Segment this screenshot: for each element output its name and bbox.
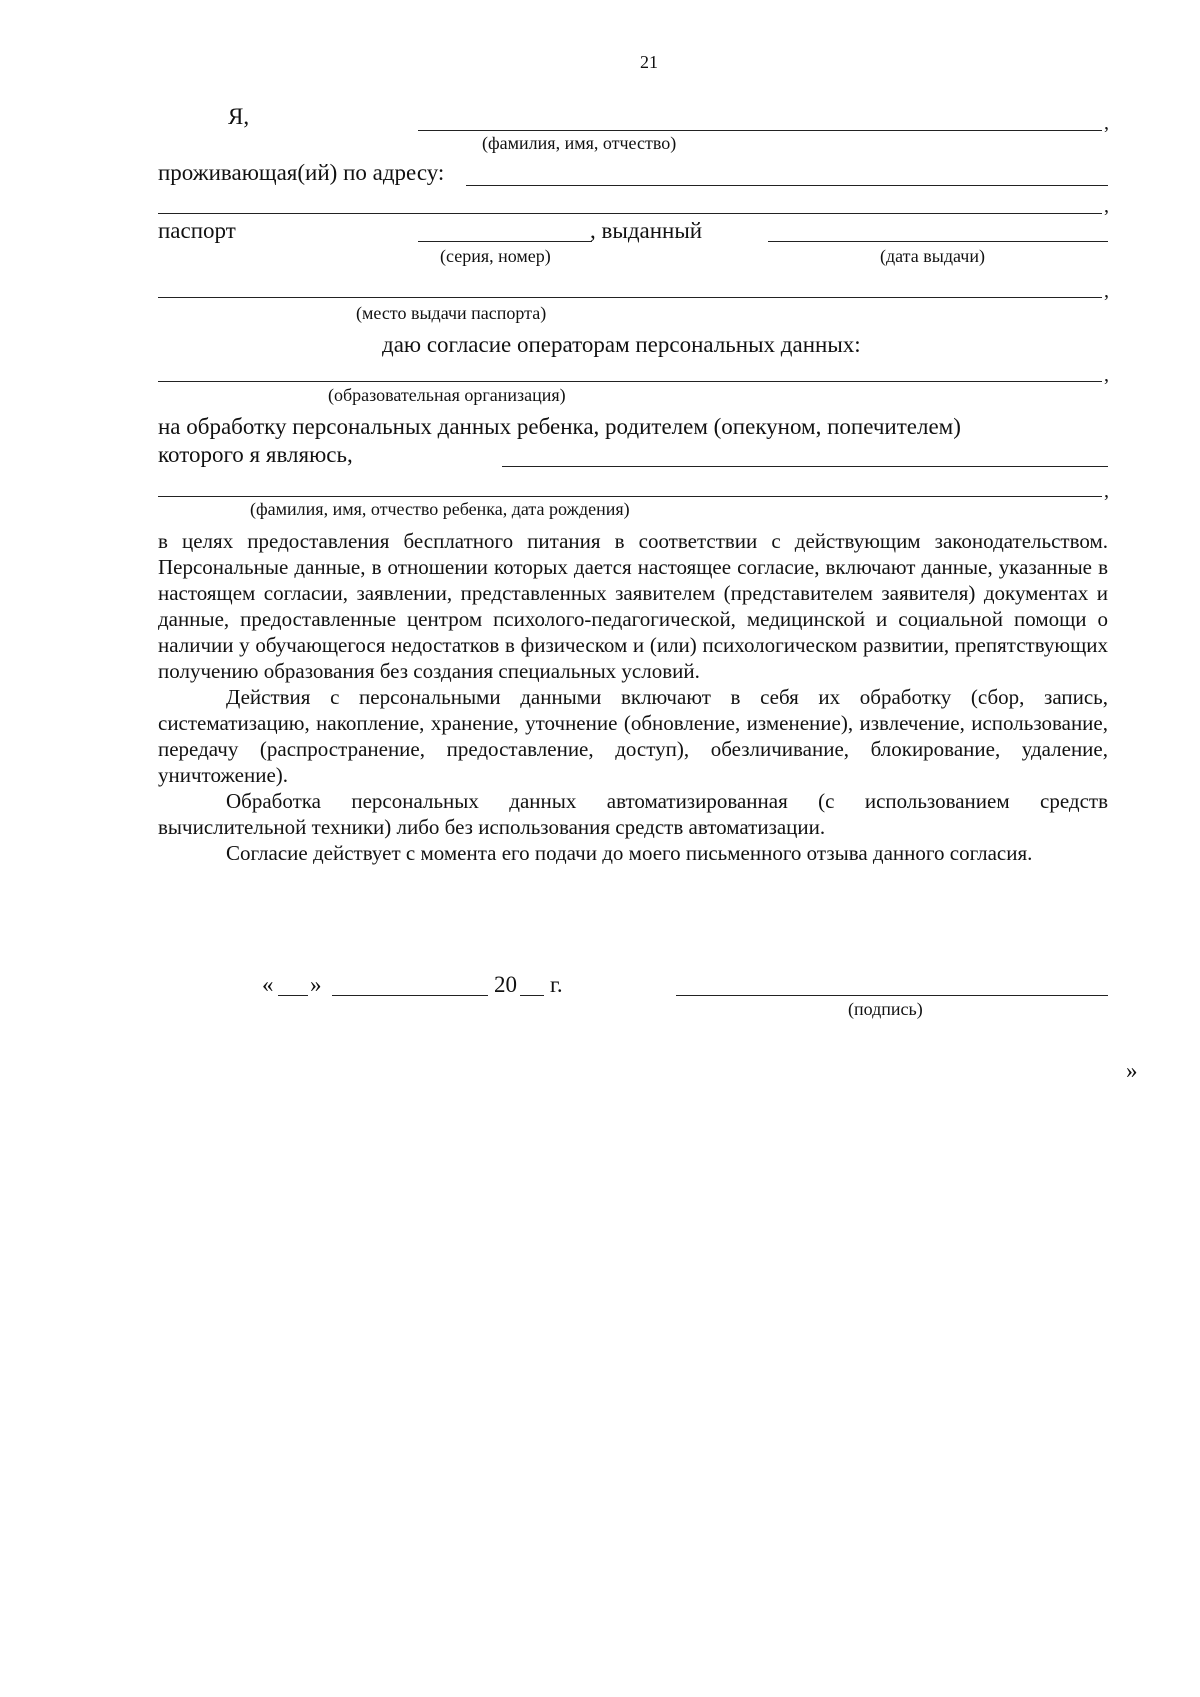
child-name-line-1[interactable] bbox=[502, 466, 1108, 467]
org-caption: (образовательная организация) bbox=[328, 385, 566, 405]
fio-line[interactable] bbox=[418, 130, 1102, 131]
address-line-1[interactable] bbox=[466, 185, 1108, 186]
issue-date-line[interactable] bbox=[768, 241, 1108, 242]
body-paragraph-3: Обработка персональных данных автоматизированная (с использованием средств вычислительной техники) либо без использования средств автоматизации. bbox=[158, 789, 1108, 839]
ya-label: Я, bbox=[228, 104, 250, 129]
place-caption: (место выдачи паспорта) bbox=[356, 303, 547, 323]
organization-comma: , bbox=[1104, 364, 1109, 386]
year-line[interactable] bbox=[520, 995, 544, 996]
child-comma: , bbox=[1104, 480, 1109, 502]
organization-line[interactable] bbox=[158, 381, 1102, 382]
issue-place-comma: , bbox=[1104, 280, 1109, 302]
signature-caption: (подпись) bbox=[848, 999, 923, 1019]
passport-label: паспорт bbox=[158, 218, 236, 243]
child-name-line-2[interactable] bbox=[158, 496, 1102, 497]
year-prefix: 20 bbox=[494, 972, 517, 997]
body-paragraph-1: в целях предоставления бесплатного питания в соответствии с действующим законодательством. Персональные данные, в отношении которых дается настоящее согласие, включают данные, указанные в настоящем согласии, заявлении, представленных заявителем (представителем заявителя) документах и данные, предоставленные центром психолого-педагогической, медицинской и социальной помощи о наличии у обучающегося недостатков в физическом и (или) психологическом развитии, препятствующих получению образования без создания специальных условий. bbox=[158, 529, 1108, 683]
page-number: 21 bbox=[640, 52, 658, 72]
child-text-line2: которого я являюсь, bbox=[158, 442, 353, 467]
day-line[interactable] bbox=[278, 995, 308, 996]
year-suffix: г. bbox=[550, 972, 563, 997]
address-line-2[interactable] bbox=[158, 213, 1102, 214]
child-caption: (фамилия, имя, отчество ребенка, дата рождения) bbox=[250, 499, 630, 519]
date-quote-close: » bbox=[310, 972, 322, 997]
body-text bbox=[158, 528, 1108, 866]
month-line[interactable] bbox=[332, 995, 488, 996]
series-caption: (серия, номер) bbox=[440, 246, 551, 266]
end-quote-mark: » bbox=[1126, 1058, 1138, 1083]
child-text-line1: на обработку персональных данных ребенка, родителем (опекуном, попечителем) bbox=[158, 414, 961, 439]
signature-line[interactable] bbox=[676, 995, 1108, 996]
passport-series-line[interactable] bbox=[418, 241, 592, 242]
issue-place-line[interactable] bbox=[158, 297, 1102, 298]
fio-caption: (фамилия, имя, отчество) bbox=[482, 133, 677, 153]
body-paragraph-4: Согласие действует с момента его подачи до моего письменного отзыва данного согласия. bbox=[226, 841, 1033, 865]
body-paragraph-2: Действия с персональными данными включают в себя их обработку (сбор, запись, систематизацию, накопление, хранение, уточнение (обновление, изменение), извлечение, использование, передачу (распространение, предоставление, доступ), обезличивание, блокирование, удаление, уничтожение). bbox=[158, 685, 1108, 787]
date-quote-open: « bbox=[262, 972, 274, 997]
fio-comma: , bbox=[1104, 112, 1109, 134]
address-label: проживающая(ий) по адресу: bbox=[158, 160, 445, 185]
address-comma: , bbox=[1104, 195, 1109, 217]
issued-label: , выданный bbox=[590, 218, 703, 243]
consent-heading: даю согласие операторам персональных данных: bbox=[382, 332, 861, 357]
date-caption: (дата выдачи) bbox=[880, 246, 985, 266]
